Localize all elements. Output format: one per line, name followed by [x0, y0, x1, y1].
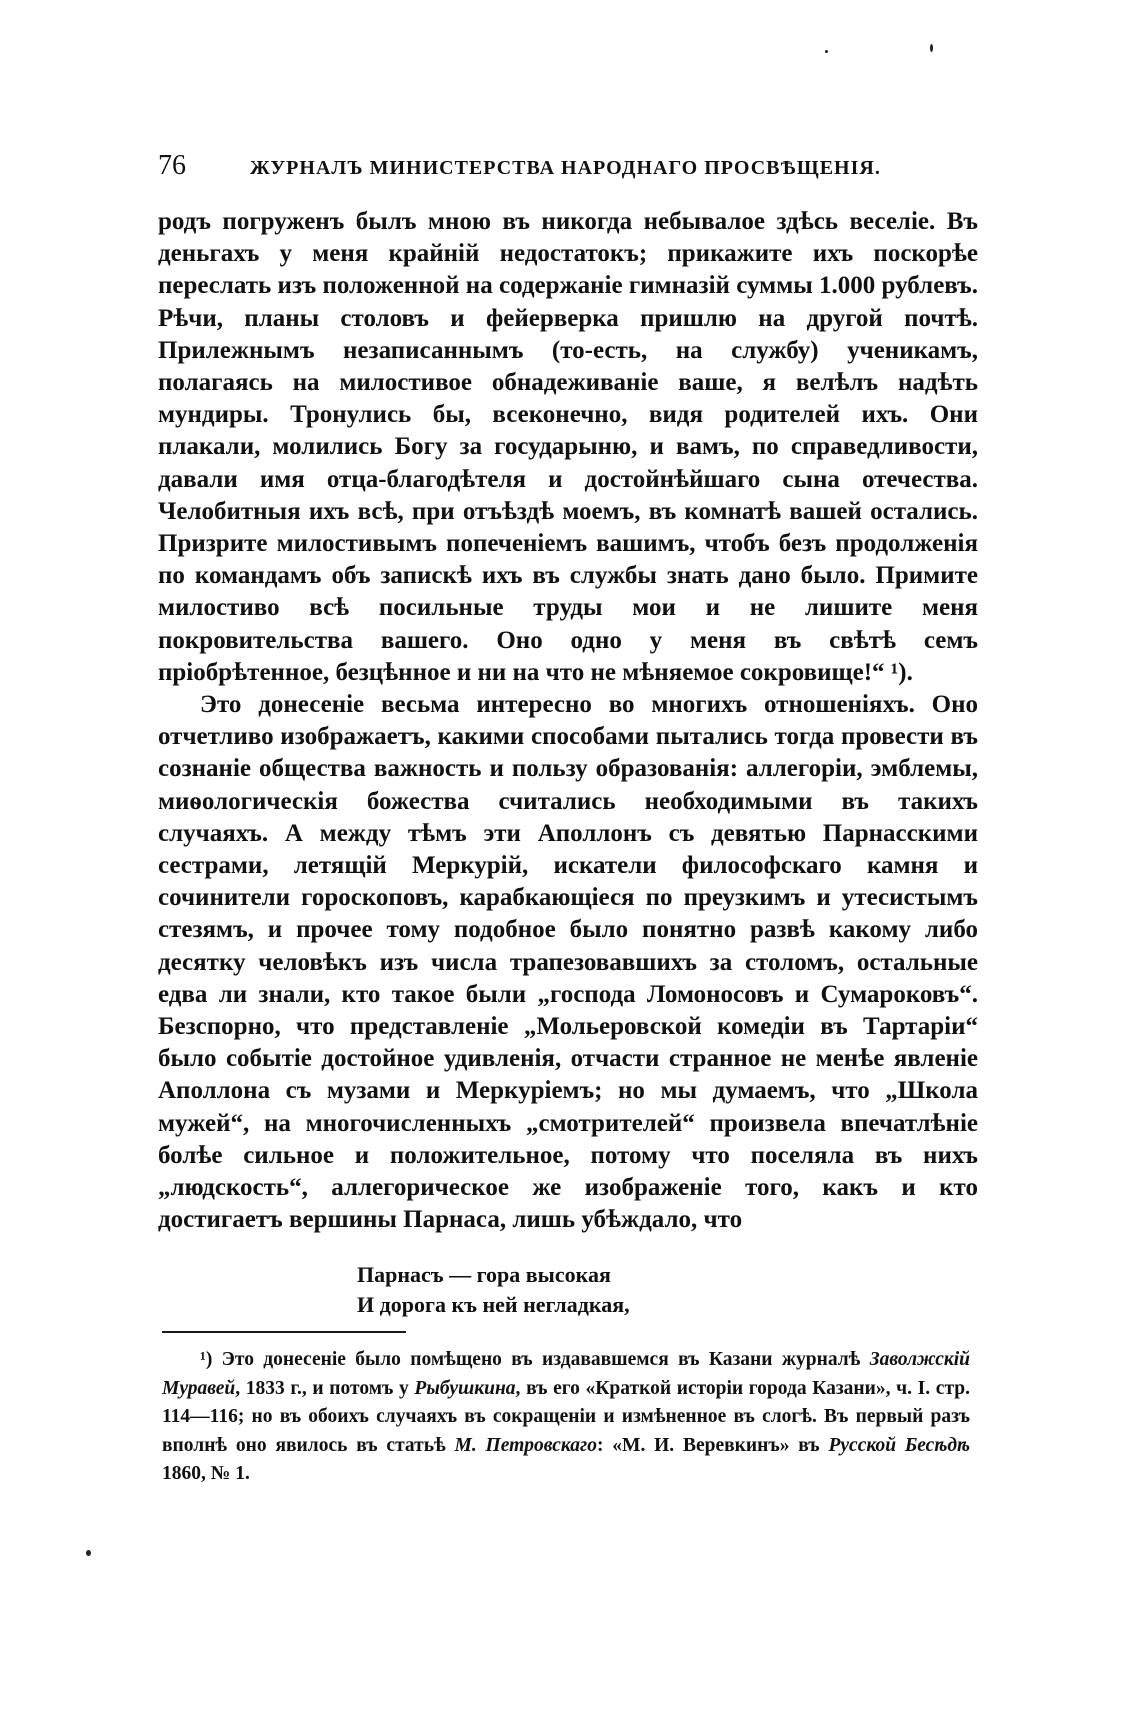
- verse-quote: [357, 1260, 630, 1320]
- paragraph: Это донесеніе весьма интересно во многихъ отношеніяхъ. Оно отчетливо изображаетъ, какими способами пытались тогда провести въ сознаніе общества важность и пользу образованія: аллегоріи, эмблемы, миѳологическія божества считались необходимыми въ такихъ случаяхъ. А между тѣмъ эти Аполлонъ съ девятью Парнасскими сестрами, летящій Меркурій, искатели философскаго камня и сочинители гороскоповъ, карабкающіеся по преузкимъ и утесистымъ стезямъ, и прочее тому подобное было понятно развѣ какому либо десятку человѣкъ изъ числа трапезовавшихъ за столомъ, остальные едва ли знали, кто такое были „господа Ломоносовъ и Сумароковъ“. Безспорно, что представленіе „Мольеровской комедіи въ Тартаріи“ было событіе достойное удивленія, отчасти странное не менѣе явленіе Аполлона съ музами и Меркуріемъ; но мы думаемъ, что „Школа мужей“, на многочисленныхъ „смотрителей“ произвела впечатлѣніе болѣе сильное и положительное, потому что поселяла въ нихъ „людскость“, аллегорическое же изображеніе того, какъ и кто достигаетъ вершины Парнаса, лишь убѣждало, что: [158, 691, 978, 1234]
- footnote-journal-title: Русской Бесѣдѣ: [828, 1434, 971, 1456]
- page-number: 76: [158, 150, 186, 181]
- paragraph-continued: родъ погруженъ былъ мною въ никогда небывалое здѣсь веселіе. Въ деньгахъ у меня крайній недостатокъ; прикажите ихъ поскорѣе переслать изъ положенной на содержаніе гимназій суммы 1.000 рублевъ. Рѣчи, планы столовъ и фейерверка пришлю на другой почтѣ. Прилежнымъ незаписаннымъ (то-есть, на службу) ученикамъ, полагаясь на милостивое обнадеживаніе ваше, я велѣлъ надѣть мундиры. Тронулись бы, всеконечно, видя родителей ихъ. Они плакали, молились Богу за государыню, и вамъ, по справедливости, давали имя отца-благодѣтеля и достойнѣйшаго сына отечества. Челобитныя ихъ всѣ, при отъѣздѣ моемъ, въ комнатѣ вашей остались. Призрите милостивымъ попеченіемъ вашимъ, чтобъ безъ продолженія по командамъ объ запискѣ ихъ въ службы знать дано было. Примите милостиво всѣ посильные труды мои и не лишите меня покровительства вашего. Оно одно у меня въ свѣтѣ семъ пріобрѣтенное, безцѣнное и ни на что не мѣняемое сокровище!“ ¹).: [158, 208, 978, 686]
- footnote-journal-title: Заволжскій Муравей: [162, 1349, 970, 1399]
- footnote: [162, 1346, 970, 1489]
- page-header: [158, 150, 978, 186]
- footnote-divider: [162, 1331, 406, 1333]
- verse-line: Парнасъ — гора высокая: [357, 1262, 611, 1287]
- running-title: ЖУРНАЛЪ МИНИСТЕРСТВА НАРОДНАГО ПРОСВѢЩЕНІЯ.: [250, 157, 881, 179]
- scan-speck: [825, 50, 828, 53]
- footnote-author-name: Рыбушкина: [414, 1377, 516, 1399]
- scan-speck: [930, 44, 933, 52]
- footnote-text: 1860, № 1.: [162, 1463, 250, 1485]
- scan-speck: [86, 1550, 91, 1556]
- footnote-text: : «М. И. Веревкинъ» въ: [597, 1434, 829, 1456]
- footnote-paragraph: [162, 1346, 970, 1489]
- footnote-text: Это донесеніе было помѣщено въ издававшемся въ Казани журналѣ: [212, 1349, 870, 1370]
- footnote-marker: ¹): [200, 1349, 213, 1370]
- footnote-text: , въ его «Краткой исторіи города Казани», ч. I. стр. 114—116; но въ обоихъ случаяхъ въ сокращеніи и измѣненное въ слогѣ. Въ первый разъ вполнѣ оно явилось въ статьѣ: [162, 1377, 970, 1456]
- footnote-author-name: М. Петровскаго: [454, 1434, 597, 1456]
- footnote-text: , 1833 г., и потомъ у: [235, 1377, 415, 1399]
- main-text: [158, 206, 978, 1237]
- verse-line: И дорога къ ней негладкая,: [357, 1292, 630, 1317]
